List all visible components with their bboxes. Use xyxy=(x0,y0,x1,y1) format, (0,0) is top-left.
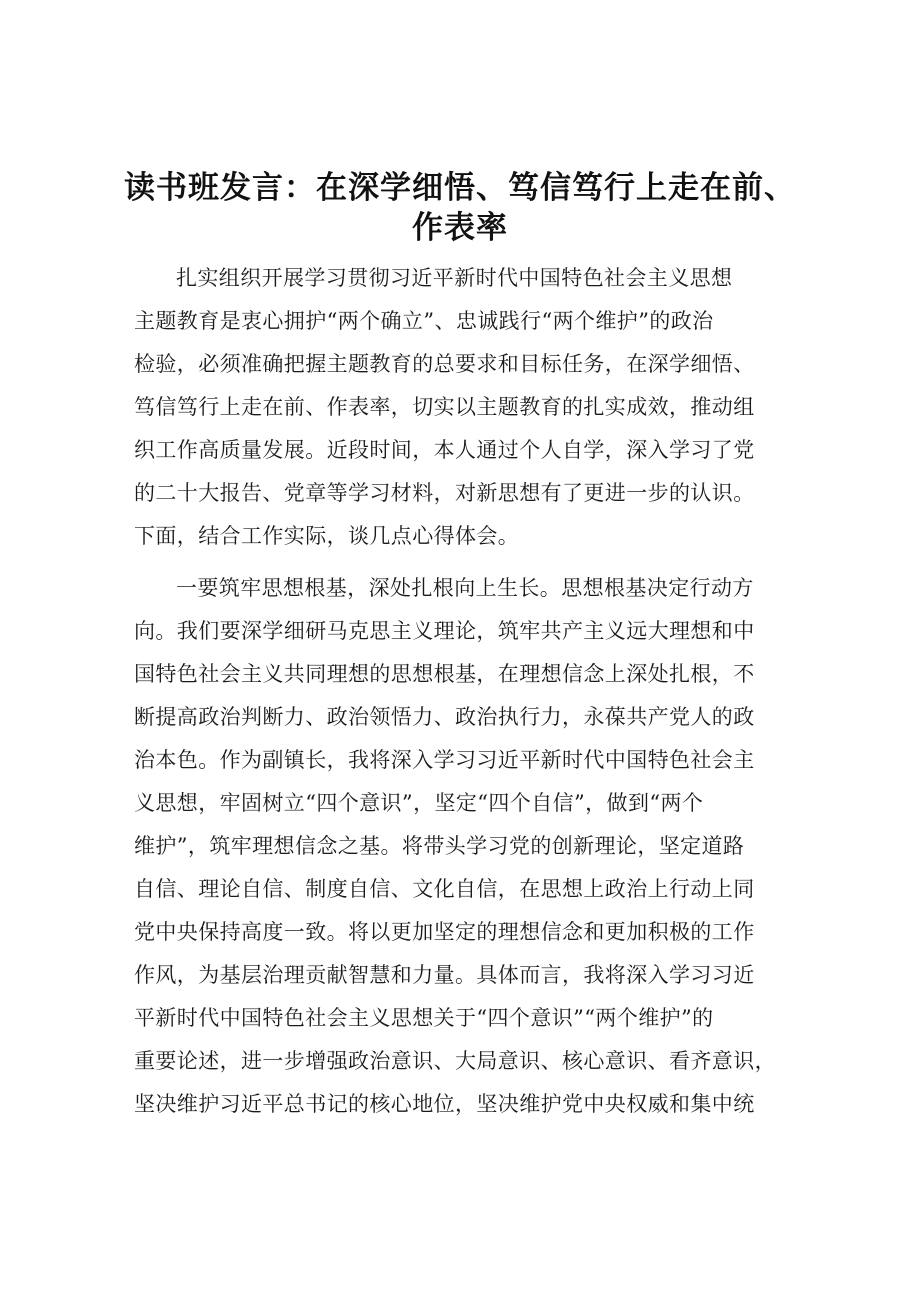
paragraph-line: 主题教育是衷心拥护“两个确立”、忠诚践行“两个维护”的政治 xyxy=(134,309,714,333)
paragraph-line: 义思想，牢固树立“四个意识”，坚定“四个自信”，做到“两个 xyxy=(134,791,704,815)
paragraph-line: 国特色社会主义共同理想的思想根基，在理想信念上深处扎根，不 xyxy=(134,662,755,686)
document-title-line-2: 作表率 xyxy=(412,210,508,246)
paragraph-line: 笃信笃行上走在前、作表率，切实以主题教育的扎实成效，推动组 xyxy=(134,395,755,419)
paragraph-line: 作风，为基层治理贡献智慧和力量。具体而言，我将深入学习习近 xyxy=(134,963,755,987)
paragraph-line: 检验，必须准确把握主题教育的总要求和目标任务，在深学细悟、 xyxy=(134,352,755,376)
paragraph-line: 平新时代中国特色社会主义思想关于“四个意识”“两个维护”的 xyxy=(134,1006,714,1030)
paragraph-line: 维护”，筑牢理想信念之基。将带头学习党的创新理论，坚定道路 xyxy=(134,834,745,858)
paragraph-line: 织工作高质量发展。近段时间，本人通过个人自学，深入学习了党 xyxy=(134,438,755,462)
paragraph-line: 断提高政治判断力、政治领悟力、政治执行力，永葆共产党人的政 xyxy=(134,705,755,729)
paragraph-line: 自信、理论自信、制度自信、文化自信，在思想上政治上行动上同 xyxy=(134,877,755,901)
paragraph-line: 的二十大报告、党章等学习材料，对新思想有了更进一步的认识。 xyxy=(134,481,755,505)
paragraph-line: 下面，结合工作实际，谈几点心得体会。 xyxy=(134,524,520,548)
paragraph-line: 党中央保持高度一致。将以更加坚定的理想信念和更加积极的工作 xyxy=(134,920,755,944)
document-title-line-1: 读书班发言：在深学细悟、笃信笃行上走在前、 xyxy=(124,170,796,206)
paragraph-line: 扎实组织开展学习贯彻习近平新时代中国特色社会主义思想 xyxy=(176,266,733,290)
paragraph-line: 治本色。作为副镇长，我将深入学习习近平新时代中国特色社会主 xyxy=(134,748,755,772)
paragraph-line: 向。我们要深学细研马克思主义理论，筑牢共产主义远大理想和中 xyxy=(134,619,755,643)
paragraph-line: 坚决维护习近平总书记的核心地位，坚决维护党中央权威和集中统 xyxy=(134,1092,755,1116)
paragraph-line: 重要论述，进一步增强政治意识、大局意识、核心意识、看齐意识， xyxy=(134,1049,776,1073)
paragraph-line: 一要筑牢思想根基，深处扎根向上生长。思想根基决定行动方 xyxy=(176,576,754,600)
